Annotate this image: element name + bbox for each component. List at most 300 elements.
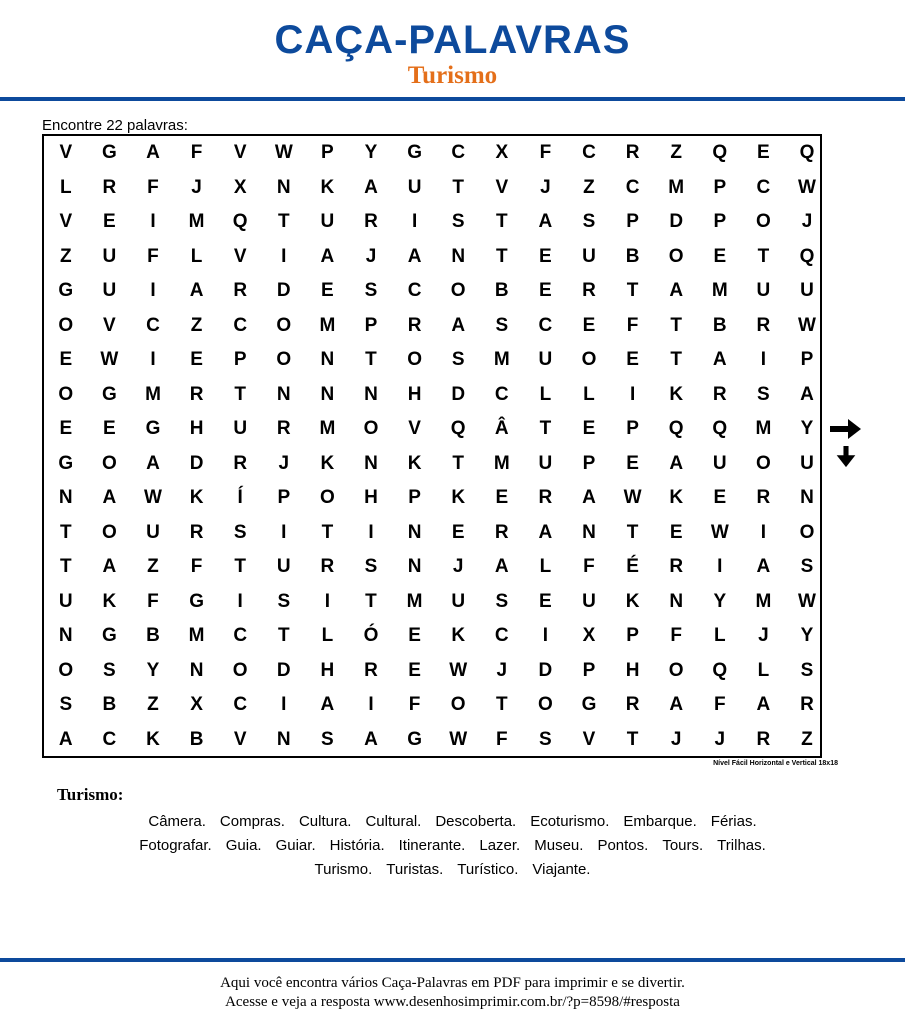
grid-cell[interactable]: S	[539, 728, 552, 750]
grid-cell[interactable]: O	[320, 487, 335, 508]
grid-cell[interactable]: M	[188, 625, 205, 646]
grid-cell[interactable]: I	[368, 521, 374, 543]
grid-cell[interactable]: H	[625, 659, 640, 681]
grid-cell[interactable]: S	[757, 383, 770, 405]
grid-cell[interactable]: M	[755, 418, 772, 439]
grid-cell[interactable]: P	[713, 211, 727, 232]
grid-cell[interactable]: T	[365, 349, 377, 370]
grid-cell[interactable]: C	[538, 314, 553, 336]
grid-cell[interactable]: P	[582, 452, 596, 474]
grid-cell[interactable]: S	[800, 556, 814, 577]
grid-cell[interactable]: D	[189, 452, 204, 474]
grid-cell[interactable]: N	[58, 487, 73, 508]
grid-cell[interactable]: S	[451, 211, 465, 232]
grid-cell[interactable]: Â	[494, 418, 509, 439]
grid-cell[interactable]: S	[582, 211, 596, 232]
grid-cell[interactable]: P	[800, 349, 814, 370]
grid-cell[interactable]: E	[321, 280, 334, 301]
grid-cell[interactable]: R	[364, 211, 378, 232]
grid-cell[interactable]: Z	[59, 245, 72, 267]
grid-cell[interactable]: E	[59, 349, 73, 370]
grid-cell[interactable]: J	[191, 176, 202, 198]
grid-cell[interactable]: U	[407, 176, 422, 198]
grid-cell[interactable]: A	[320, 694, 335, 715]
grid-cell[interactable]: J	[496, 659, 508, 681]
grid-cell[interactable]: W	[449, 659, 468, 681]
grid-cell[interactable]: S	[364, 556, 378, 577]
grid-cell[interactable]: D	[276, 659, 291, 681]
grid-cell[interactable]: E	[103, 418, 116, 439]
grid-cell[interactable]: M	[319, 314, 336, 336]
grid-cell[interactable]: F	[147, 590, 159, 612]
grid-cell[interactable]: O	[276, 314, 292, 336]
grid-cell[interactable]: L	[321, 625, 334, 646]
grid-cell[interactable]: P	[626, 418, 639, 439]
grid-cell[interactable]: T	[539, 418, 552, 439]
grid-cell[interactable]: Z	[147, 556, 159, 577]
grid-cell[interactable]: I	[150, 211, 156, 232]
grid-cell[interactable]: X	[233, 176, 247, 198]
grid-cell[interactable]: U	[538, 452, 553, 474]
grid-cell[interactable]: E	[495, 487, 509, 508]
grid-cell[interactable]: N	[364, 383, 378, 405]
grid-cell[interactable]: F	[190, 556, 203, 577]
grid-cell[interactable]: W	[710, 521, 729, 543]
grid-cell[interactable]: G	[102, 383, 117, 405]
grid-cell[interactable]: T	[626, 728, 639, 750]
grid-cell[interactable]: R	[712, 383, 727, 405]
grid-cell[interactable]: A	[146, 452, 160, 474]
grid-cell[interactable]: A	[669, 694, 684, 715]
grid-cell[interactable]: U	[582, 245, 596, 267]
grid-cell[interactable]: I	[150, 349, 156, 370]
grid-cell[interactable]: G	[581, 694, 597, 715]
grid-cell[interactable]: N	[189, 659, 204, 681]
grid-cell[interactable]: E	[408, 659, 421, 681]
grid-cell[interactable]: P	[582, 659, 596, 681]
grid-cell[interactable]: Y	[146, 659, 160, 681]
grid-cell[interactable]: S	[59, 694, 73, 715]
grid-cell[interactable]: E	[539, 280, 552, 301]
grid-cell[interactable]: S	[800, 659, 814, 681]
grid-cell[interactable]: L	[190, 245, 203, 267]
grid-cell[interactable]: N	[58, 625, 73, 646]
grid-cell[interactable]: R	[756, 314, 771, 336]
grid-cell[interactable]: L	[713, 625, 726, 646]
grid-cell[interactable]: H	[189, 418, 204, 439]
grid-cell[interactable]: I	[411, 211, 418, 232]
grid-cell[interactable]: R	[625, 142, 640, 163]
grid-cell[interactable]: V	[233, 728, 247, 750]
grid-cell[interactable]: E	[757, 142, 770, 163]
grid-cell[interactable]: O	[538, 694, 553, 715]
grid-cell[interactable]: Q	[232, 211, 248, 232]
grid-cell[interactable]: K	[102, 590, 117, 612]
grid-cell[interactable]: U	[538, 349, 553, 370]
grid-cell[interactable]: R	[669, 556, 684, 577]
grid-cell[interactable]: P	[626, 211, 639, 232]
grid-cell[interactable]: V	[495, 176, 509, 198]
grid-cell[interactable]: A	[189, 280, 204, 301]
grid-cell[interactable]: W	[144, 487, 162, 508]
grid-cell[interactable]: Q	[799, 142, 815, 163]
grid-cell[interactable]: I	[281, 245, 287, 267]
grid-cell[interactable]: B	[494, 280, 509, 301]
grid-cell[interactable]: H	[320, 659, 335, 681]
grid-cell[interactable]: X	[495, 142, 509, 163]
grid-cell[interactable]: Y	[800, 418, 814, 439]
grid-cell[interactable]: R	[189, 383, 204, 405]
grid-cell[interactable]: F	[583, 556, 595, 577]
grid-cell[interactable]: F	[147, 176, 159, 198]
grid-cell[interactable]: M	[145, 383, 161, 405]
grid-cell[interactable]: Z	[583, 176, 595, 198]
grid-cell[interactable]: E	[408, 625, 421, 646]
grid-cell[interactable]: G	[189, 590, 204, 612]
grid-cell[interactable]: I	[629, 383, 636, 405]
grid-cell[interactable]: L	[583, 383, 595, 405]
grid-cell[interactable]: O	[799, 521, 815, 543]
grid-cell[interactable]: Q	[712, 142, 728, 163]
grid-cell[interactable]: E	[713, 245, 727, 267]
grid-cell[interactable]: Q	[668, 418, 684, 439]
grid-cell[interactable]: O	[58, 383, 74, 405]
grid-cell[interactable]: R	[538, 487, 553, 508]
grid-cell[interactable]: A	[669, 280, 684, 301]
grid-cell[interactable]: G	[145, 418, 161, 439]
grid-cell[interactable]: K	[625, 590, 640, 612]
grid-cell[interactable]: G	[58, 452, 74, 474]
grid-cell[interactable]: D	[451, 383, 466, 405]
grid-cell[interactable]: T	[59, 521, 72, 543]
grid-cell[interactable]: Z	[190, 314, 203, 336]
grid-cell[interactable]: U	[582, 590, 596, 612]
grid-cell[interactable]: S	[364, 280, 378, 301]
grid-cell[interactable]: A	[146, 142, 160, 163]
grid-cell[interactable]: T	[234, 383, 246, 405]
grid-cell[interactable]: R	[233, 280, 248, 301]
grid-cell[interactable]: T	[452, 452, 464, 474]
grid-cell[interactable]: Í	[237, 487, 243, 508]
grid-cell[interactable]: T	[757, 245, 770, 267]
grid-cell[interactable]: A	[451, 314, 466, 336]
grid-cell[interactable]: A	[538, 211, 553, 232]
grid-cell[interactable]: U	[756, 280, 771, 301]
grid-cell[interactable]: N	[582, 521, 596, 543]
grid-cell[interactable]: O	[756, 211, 771, 232]
grid-cell[interactable]: G	[102, 625, 117, 646]
grid-cell[interactable]: P	[321, 142, 334, 163]
grid-cell[interactable]: D	[538, 659, 553, 681]
grid-cell[interactable]: M	[319, 418, 336, 439]
grid-cell[interactable]: K	[451, 625, 466, 646]
grid-cell[interactable]: R	[320, 556, 335, 577]
grid-cell[interactable]: T	[452, 176, 464, 198]
grid-cell[interactable]: F	[713, 694, 726, 715]
grid-cell[interactable]: U	[102, 280, 117, 301]
grid-cell[interactable]: O	[102, 452, 117, 474]
grid-cell[interactable]: A	[538, 521, 553, 543]
grid-cell[interactable]: U	[712, 452, 727, 474]
grid-cell[interactable]: L	[539, 383, 552, 405]
grid-cell[interactable]: I	[324, 590, 331, 612]
grid-cell[interactable]: W	[100, 349, 119, 370]
grid-cell[interactable]: J	[365, 245, 377, 267]
grid-cell[interactable]: F	[408, 694, 421, 715]
grid-cell[interactable]: G	[102, 142, 117, 163]
grid-cell[interactable]: V	[233, 142, 247, 163]
grid-cell[interactable]: A	[669, 452, 684, 474]
grid-cell[interactable]: F	[539, 142, 552, 163]
grid-cell[interactable]: C	[582, 142, 596, 163]
grid-cell[interactable]: R	[800, 694, 814, 715]
grid-cell[interactable]: E	[582, 418, 596, 439]
grid-cell[interactable]: O	[58, 659, 74, 681]
grid-cell[interactable]: Y	[800, 625, 814, 646]
grid-cell[interactable]: B	[189, 728, 204, 750]
grid-cell[interactable]: V	[582, 728, 596, 750]
grid-cell[interactable]: K	[146, 728, 160, 750]
grid-cell[interactable]: A	[320, 245, 335, 267]
grid-cell[interactable]: I	[237, 590, 243, 612]
grid-cell[interactable]: J	[540, 176, 551, 198]
grid-cell[interactable]: O	[668, 245, 684, 267]
grid-cell[interactable]: R	[276, 418, 291, 439]
grid-cell[interactable]: E	[626, 349, 639, 370]
grid-cell[interactable]: I	[281, 694, 287, 715]
grid-cell[interactable]: S	[495, 590, 509, 612]
grid-cell[interactable]: N	[407, 556, 422, 577]
grid-cell[interactable]: T	[234, 556, 246, 577]
grid-cell[interactable]: N	[276, 383, 291, 405]
grid-cell[interactable]: A	[712, 349, 727, 370]
grid-cell[interactable]: H	[407, 383, 422, 405]
grid-cell[interactable]: S	[103, 659, 116, 681]
grid-cell[interactable]: T	[495, 694, 508, 715]
grid-cell[interactable]: T	[59, 556, 72, 577]
grid-cell[interactable]: J	[758, 625, 769, 646]
grid-cell[interactable]: W	[798, 590, 816, 612]
grid-cell[interactable]: W	[623, 487, 642, 508]
grid-cell[interactable]: W	[449, 728, 468, 750]
grid-cell[interactable]: O	[102, 521, 117, 543]
grid-cell[interactable]: Q	[712, 659, 728, 681]
grid-cell[interactable]: N	[669, 590, 684, 612]
grid-cell[interactable]: X	[190, 694, 203, 715]
grid-cell[interactable]: R	[756, 728, 771, 750]
grid-cell[interactable]: S	[451, 349, 465, 370]
grid-cell[interactable]: C	[756, 176, 771, 198]
grid-cell[interactable]: Y	[364, 142, 378, 163]
grid-cell[interactable]: P	[626, 625, 639, 646]
grid-cell[interactable]: V	[408, 418, 421, 439]
grid-cell[interactable]: V	[59, 142, 73, 163]
grid-cell[interactable]: J	[278, 452, 290, 474]
grid-cell[interactable]: J	[452, 556, 464, 577]
grid-cell[interactable]: W	[798, 314, 816, 336]
grid-cell[interactable]: L	[539, 556, 552, 577]
grid-cell[interactable]: J	[801, 211, 813, 232]
grid-cell[interactable]: K	[407, 452, 422, 474]
grid-cell[interactable]: K	[669, 383, 684, 405]
grid-cell[interactable]: P	[713, 176, 727, 198]
grid-cell[interactable]: R	[625, 694, 640, 715]
grid-cell[interactable]: W	[274, 142, 293, 163]
grid-cell[interactable]: S	[321, 728, 334, 750]
grid-cell[interactable]: I	[760, 521, 767, 543]
grid-cell[interactable]: C	[233, 694, 248, 715]
grid-cell[interactable]: M	[493, 349, 510, 370]
grid-cell[interactable]: Z	[801, 728, 813, 750]
grid-cell[interactable]: T	[277, 211, 290, 232]
grid-cell[interactable]: O	[363, 418, 379, 439]
grid-cell[interactable]: N	[364, 452, 378, 474]
grid-cell[interactable]: E	[190, 349, 203, 370]
grid-cell[interactable]: F	[495, 728, 508, 750]
grid-cell[interactable]: T	[626, 521, 639, 543]
grid-cell[interactable]: G	[407, 728, 422, 750]
grid-cell[interactable]: U	[800, 452, 814, 474]
grid-cell[interactable]: E	[582, 314, 596, 336]
grid-cell[interactable]: Q	[450, 418, 466, 439]
grid-cell[interactable]: C	[146, 314, 160, 336]
grid-cell[interactable]: C	[407, 280, 422, 301]
grid-cell[interactable]: N	[407, 521, 422, 543]
grid-cell[interactable]: E	[539, 245, 552, 267]
grid-cell[interactable]: W	[798, 176, 816, 198]
grid-cell[interactable]: O	[756, 452, 771, 474]
grid-cell[interactable]: F	[147, 245, 159, 267]
grid-cell[interactable]: U	[451, 590, 466, 612]
grid-cell[interactable]: R	[756, 487, 771, 508]
grid-cell[interactable]: P	[233, 349, 247, 370]
grid-cell[interactable]: I	[368, 694, 374, 715]
grid-cell[interactable]: F	[670, 625, 682, 646]
grid-cell[interactable]: M	[493, 452, 510, 474]
grid-cell[interactable]: Ó	[363, 625, 379, 646]
grid-cell[interactable]: K	[669, 487, 684, 508]
grid-cell[interactable]: V	[59, 211, 73, 232]
grid-cell[interactable]: N	[276, 728, 291, 750]
grid-cell[interactable]: N	[276, 176, 291, 198]
grid-cell[interactable]: G	[58, 280, 74, 301]
grid-cell[interactable]: U	[800, 280, 814, 301]
grid-cell[interactable]: E	[59, 418, 73, 439]
grid-cell[interactable]: Y	[713, 590, 727, 612]
grid-cell[interactable]: V	[233, 245, 247, 267]
grid-cell[interactable]: B	[712, 314, 727, 336]
grid-cell[interactable]: E	[626, 452, 639, 474]
grid-cell[interactable]: O	[450, 280, 466, 301]
grid-cell[interactable]: K	[320, 176, 335, 198]
grid-cell[interactable]: T	[670, 349, 682, 370]
grid-cell[interactable]: O	[276, 349, 292, 370]
grid-cell[interactable]: B	[625, 245, 640, 267]
grid-cell[interactable]: T	[495, 211, 508, 232]
grid-cell[interactable]: I	[281, 521, 287, 543]
grid-cell[interactable]: S	[277, 590, 291, 612]
grid-cell[interactable]: D	[276, 280, 291, 301]
grid-cell[interactable]: O	[58, 314, 74, 336]
grid-cell[interactable]: C	[494, 625, 509, 646]
grid-cell[interactable]: F	[190, 142, 203, 163]
grid-cell[interactable]: R	[102, 176, 117, 198]
grid-cell[interactable]: J	[670, 728, 682, 750]
grid-cell[interactable]: N	[320, 349, 335, 370]
grid-cell[interactable]: T	[365, 590, 377, 612]
grid-cell[interactable]: U	[58, 590, 73, 612]
grid-cell[interactable]: J	[714, 728, 726, 750]
grid-cell[interactable]: L	[757, 659, 770, 681]
grid-cell[interactable]: A	[800, 383, 814, 405]
grid-cell[interactable]: T	[670, 314, 682, 336]
grid-cell[interactable]: C	[233, 314, 248, 336]
grid-cell[interactable]: M	[755, 590, 772, 612]
grid-cell[interactable]: A	[494, 556, 509, 577]
grid-cell[interactable]: E	[451, 521, 465, 543]
grid-cell[interactable]: C	[451, 142, 466, 163]
grid-cell[interactable]: S	[495, 314, 509, 336]
grid-cell[interactable]: N	[800, 487, 814, 508]
grid-cell[interactable]: A	[582, 487, 596, 508]
grid-cell[interactable]: O	[668, 659, 684, 681]
grid-cell[interactable]: R	[582, 280, 596, 301]
grid-cell[interactable]: U	[146, 521, 160, 543]
grid-cell[interactable]: A	[756, 694, 771, 715]
grid-cell[interactable]: B	[146, 625, 160, 646]
grid-cell[interactable]: K	[320, 452, 335, 474]
grid-cell[interactable]: S	[233, 521, 247, 543]
grid-cell[interactable]: A	[58, 728, 73, 750]
grid-cell[interactable]: P	[277, 487, 291, 508]
grid-cell[interactable]: R	[233, 452, 248, 474]
grid-cell[interactable]: I	[150, 280, 156, 301]
grid-cell[interactable]: G	[407, 142, 422, 163]
grid-cell[interactable]: N	[320, 383, 335, 405]
grid-cell[interactable]: O	[232, 659, 248, 681]
grid-cell[interactable]: I	[760, 349, 767, 370]
grid-cell[interactable]: T	[321, 521, 334, 543]
grid-cell[interactable]: R	[407, 314, 422, 336]
grid-cell[interactable]: I	[542, 625, 549, 646]
grid-cell[interactable]: I	[717, 556, 723, 577]
grid-cell[interactable]: É	[626, 556, 639, 577]
grid-cell[interactable]: Q	[799, 245, 815, 267]
grid-cell[interactable]: C	[494, 383, 509, 405]
grid-cell[interactable]: M	[406, 590, 423, 612]
grid-cell[interactable]: E	[713, 487, 727, 508]
grid-cell[interactable]: R	[494, 521, 509, 543]
grid-cell[interactable]: E	[669, 521, 683, 543]
grid-cell[interactable]: Z	[147, 694, 159, 715]
grid-cell[interactable]: N	[451, 245, 466, 267]
grid-cell[interactable]: A	[756, 556, 771, 577]
grid-cell[interactable]: A	[364, 176, 378, 198]
grid-cell[interactable]: L	[59, 176, 72, 198]
grid-cell[interactable]: A	[407, 245, 422, 267]
grid-cell[interactable]: R	[189, 521, 204, 543]
grid-cell[interactable]: D	[669, 211, 684, 232]
grid-cell[interactable]: F	[626, 314, 639, 336]
grid-cell[interactable]: C	[233, 625, 248, 646]
grid-cell[interactable]: Q	[712, 418, 728, 439]
grid-cell[interactable]: A	[364, 728, 378, 750]
grid-cell[interactable]: U	[320, 211, 335, 232]
grid-cell[interactable]: O	[450, 694, 466, 715]
grid-cell[interactable]: U	[276, 556, 291, 577]
grid-cell[interactable]: K	[451, 487, 466, 508]
grid-cell[interactable]: H	[364, 487, 378, 508]
